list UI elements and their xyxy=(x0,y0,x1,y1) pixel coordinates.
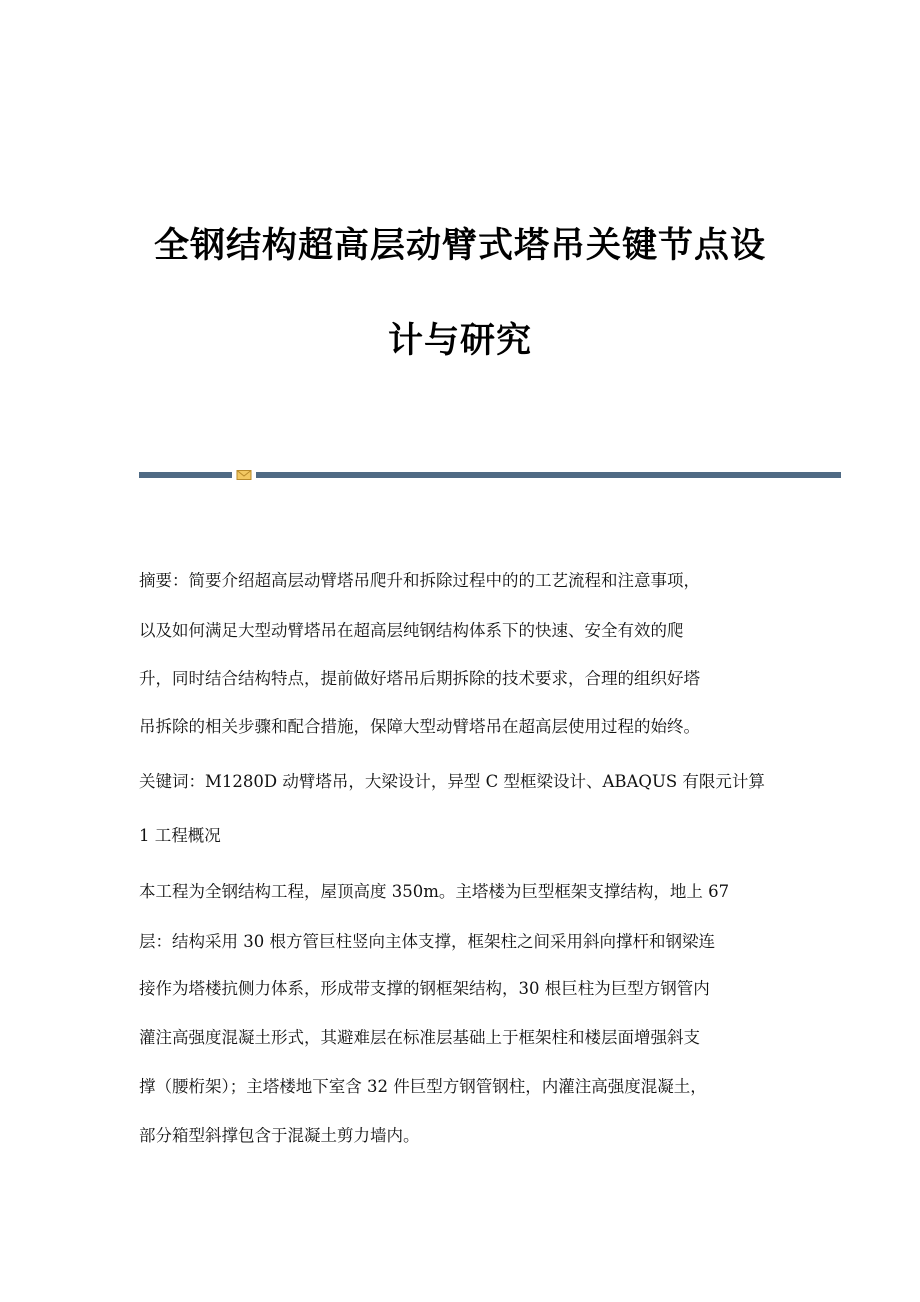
section-heading: 1 工程概况 xyxy=(139,826,221,845)
abstract-line: 吊拆除的相关步骤和配合措施，保障大型动臂塔吊在超高层使用过程的始终。 xyxy=(139,717,700,736)
abstract-line: 升，同时结合结构特点，提前做好塔吊后期拆除的技术要求，合理的组织好塔 xyxy=(139,669,700,688)
document-title-line-2: 计与研究 xyxy=(387,321,532,361)
envelope-emblem-icon xyxy=(236,469,252,481)
title-divider xyxy=(139,469,841,481)
paragraph-line: 接作为塔楼抗侧力体系，形成带支撑的钢框架结构，30 根巨柱为巨型方钢管内 xyxy=(139,979,710,998)
paragraph-line: 撑（腰桁架）；主塔楼地下室含 32 件巨型方钢管钢柱，内灌注高强度混凝土， xyxy=(139,1077,707,1096)
document-title-line-1: 全钢结构超高层动臂式塔吊关键节点设 xyxy=(153,226,766,266)
divider-bar-left xyxy=(139,472,232,478)
paragraph-line: 本工程为全钢结构工程，屋顶高度 350m。主塔楼为巨型框架支撑结构，地上 67 xyxy=(139,882,730,901)
paragraph-line: 灌注高强度混凝土形式，其避难层在标准层基础上于框架柱和楼层面增强斜支 xyxy=(139,1028,700,1047)
keywords-line: 关键词：M1280D 动臂塔吊，大梁设计，异型 C 型框梁设计、ABAQUS 有限元计算 xyxy=(139,772,765,791)
abstract-line: 以及如何满足大型动臂塔吊在超高层纯钢结构体系下的快速、安全有效的爬 xyxy=(139,621,684,640)
divider-bar-right xyxy=(256,472,841,478)
abstract-line: 摘要：简要介绍超高层动臂塔吊爬升和拆除过程中的的工艺流程和注意事项， xyxy=(139,571,700,590)
paragraph-line: 部分箱型斜撑包含于混凝土剪力墙内。 xyxy=(139,1126,420,1145)
paragraph-line: 层：结构采用 30 根方管巨柱竖向主体支撑，框架柱之间采用斜向撑杆和钢梁连 xyxy=(139,932,715,951)
